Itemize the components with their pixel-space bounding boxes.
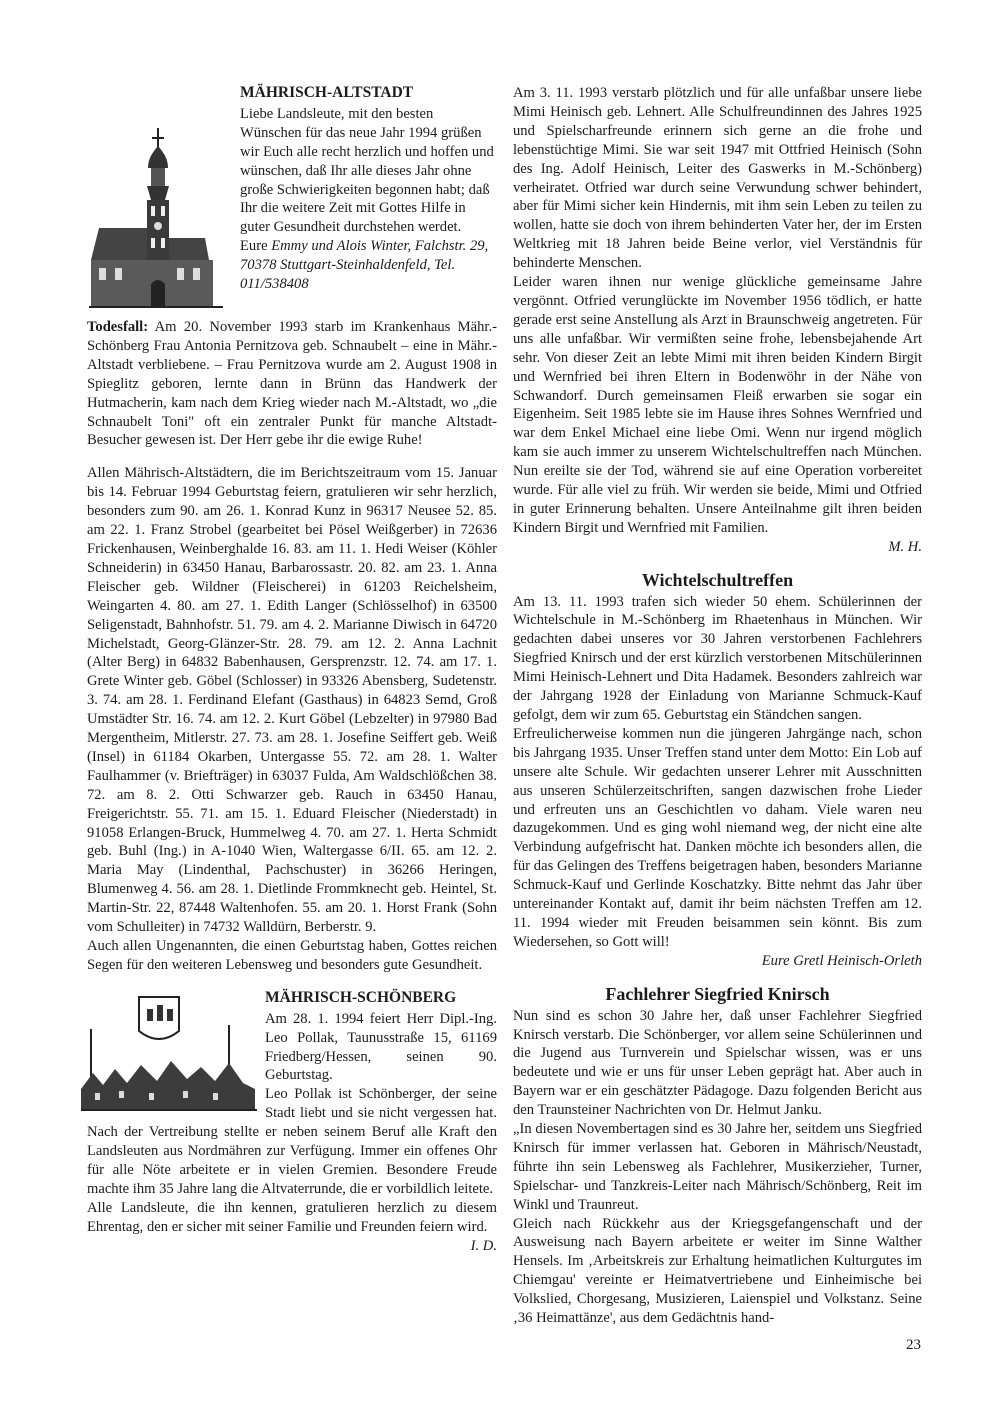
altstadt-intro: Liebe Landsleute, mit den besten Wünschen für das neue Jahr 1994 grüßen wir Euch alle recht herzlich und hoffen und wünschen, daß Ihr alle dieses Jahr ohne große Schwierigkeiten begonnen habt; daß Ihr die weitere Zeit mit Gottes Hilfe in guter Gesundheit durchstehen werdet. <box>240 105 494 236</box>
altstadt-closing: Auch allen Ungenannten, die einen Geburtstag haben, Gottes reichen Segen für den weiteren Lebensweg und besonders gute Gesundheit. <box>87 938 497 973</box>
knirsch-heading: Fachlehrer Siegfried Knirsch <box>605 983 830 1004</box>
church-illustration <box>87 84 232 312</box>
schoenberg-heading: MÄHRISCH-SCHÖNBERG <box>265 988 457 1006</box>
altstadt-birthdays: Allen Mährisch-Altstädtern, die im Berichtszeitraum vom 15. Januar bis 14. Februar 1994 Geburtstag feiern, gratulieren wir sehr herzlich, besonders zum 90. am 26. 1. Konrad Kunz in 96317 Neusee 52. 85. am 22. 1. Franz Strobel (gearbeitet bei Pösel Weißgerber) in 72636 Frickenhausen, Weinberghalde 16. 83. am 11. 1. Hedi Weiser (Köhler Schneiderin) in 63450 Hanau, Barbarossastr. 20. 82. am 23. 1. Anna Fleischer geb. Wildner (Fleischerei) in 61203 Reichelsheim, Weingarten 4. 80. am 27. 1. Edith Langer (Schlösselhof) in 63500 Seligenstadt, Bahnhofstr. 51. 79. am 4. 2. Marianne Diwisch in 64720 Michelstadt, Georg-Glänzer-Str. 28. 79. am 12. 2. Anna Lachnit (Alter Berg) in 64832 Babenhausen, Gersprenzstr. 12. 74. am 17. 1. Grete Winter geb. Göbel (Schlosser) in 93326 Abensberg, Sudetenstr. 3. 74. am 28. 1. Ferdinand Elefant (Gasthaus) in 64823 Semd, Groß Umstädter Str. 16. 74. am 12. 2. Kurt Göbel (Lebzelter) in 97980 Bad Mergentheim, Mitlerstr. 27. 73. am 28. 1. Josefine Seiffert geb. Weiß (Insel) in 61184 Okarben, Untergasse 55. 72. am 28. 1. Walter Faulhammer (v. Briefträger) in 63037 Fulda, Am Waldschlößchen 38. 72. am 8. 2. Otti Schwarzer geb. Rauch in 63450 Hanau, Freigerichtstr. 55. 71. am 15. 1. Eduard Fleischer (Niederstadt) in 91058 Erlangen-Bruck, Hummelweg 4. 70. am 27. 1. Herta Schmidt geb. Buhl (Ing.) in A-1040 Wien, Waltergasse 6/II. 65. am 12. 2. Maria May (Lindenthal, Pachschuster) in 36266 Heringen, Blumenweg 4. 56. am 28. 1. Dietlinde Frommknecht geb. Heintel, St. Martin-Str. 22, 87448 Waltenhofen. 55. am 20. 1. Horst Frank (Sohn vom Schulleiter) in 74732 Walldürn, Berberstr. 9. <box>87 465 497 936</box>
heinisch-obituary <box>513 84 922 557</box>
heinisch-text-2: Leider waren ihnen nur wenige glückliche gemeinsame Jahre vergönnt. Otfried verunglückte im November 1956 tödlich, er hatte gerade erst seine Anstellung als Arzt in Braunschweig angetreten. Für uns alle unfaßbar. Wir vermißten seine frohe, lebensbejahende Art sehr. Von dieser Zeit an lebte Mimi mit ihren beiden Kindern Birgit und Wernfried bei ihren Eltern in Bodenwöhr in der Nähe von Schwandorf. Durch gemeinsamen Fleiß erwarben sie sogar ein Eigenheim. Seit 1985 lebte sie im Hause ihres Sohnes Wernfried und war dem Enkel Michael eine liebe Omi. Wenn nur irgend möglich kam sie auch immer zu unserem Wichtelschultreffen nach München. Nun ereilte sie der Tod, während sie auf eine Operation vorbereitet wurde. Für alle viel zu früh. Wir werden sie beide, Mimi und Otfried in guter Erinnerung behalten. Unsere Anteilnahme gilt ihren beiden Kindern Birgit und Wernfried mit Familien. <box>513 274 922 536</box>
wichtel-signature: Eure Gretl Heinisch-Orleth <box>761 952 922 969</box>
town-coat-of-arms-illustration <box>79 989 261 1115</box>
knirsch-text-1: Nun sind es schon 30 Jahre her, daß unser Fachlehrer Siegfried Knirsch verstarb. Die Schönberger, vor allem seine Schülerinnen und die Jugend aus Turnverein und Spielschar wissen, was er uns bedeutete und wie er uns für unser Leben geprägt hat. Aber auch in Bayern war er ein geschätzter Pädagoge. Dazu folgenden Bericht aus den Traunsteiner Nachrichten von Dr. Helmut Janku. <box>513 1007 922 1119</box>
altstadt-heading: MÄHRISCH-ALTSTADT <box>240 84 414 101</box>
wichtel-text-2: Erfreulicherweise kommen nun die jüngeren Jahrgänge nach, schon bis Jahrgang 1935. Unser Treffen stand unter dem Motto: Ein Lob auf unsere alte Schule. Wir gedachten unserer Lehrer mit Ausschnitten aus unseren Schülerzeitschriften, sangen dazwischen frohe Lieder und erfreuten uns an Geschichtlen vo daham. Viele waren neu dazugekommen. Und es ging wohl niemand weg, der nicht eine alte Verbindung aufgefrischt hat. Danken möchte ich besonders allen, die für das Gelingen des Treffens beigetragen haben, besonders Marianne Schmuck-Kauf und Gerlinde Koschatzky. Bitte nehmt das Jahr über untereinander Kontakt auf, damit ihr beim nächsten Treffen am 12. 11. 1994 wieder mit Freuden beisammen sein könnt. Bis zum Wiedersehen, so Gott will! <box>513 725 922 950</box>
knirsch-section <box>513 985 922 1328</box>
left-column <box>87 84 497 1256</box>
church-drawing-icon <box>87 84 229 312</box>
schoenberg-section <box>87 989 497 1256</box>
wichtel-heading: Wichtelschultreffen <box>641 569 794 590</box>
heinisch-text-1: Am 3. 11. 1993 verstarb plötzlich und für alle unfaßbar unsere liebe Mimi Heinisch geb. Lehnert. Alle Schulfreundinnen des Jahres 1925 und Spielscharfreunde erinnern sich gerne an die frohe und lebenstüchtige Mimi. Sie war seit 1947 mit Ottfried Heinisch (Sohn des Ing. Adolf Heinisch, Leiter des Gaswerks in M.-Schönberg) verheiratet. Otfried war durch seine Verwundung schwer behindert, aber für Mimi sicher kein Hindernis, mit ihm sein Leben zu teilen zu wollen, hatte sie doch von ihrem behinderten Vater her, der im Ersten Weltkrieg mit 18 Jahren beide Beine verlor, viel Verständnis für behinderte Menschen. <box>513 85 922 272</box>
schoenberg-text-2: Leo Pollak ist Schönberger, der seine Stadt liebt und sie nicht vergessen hat. Nach der Vertreibung stellte er neben seinem Beruf alle Kraft den Landsleuten aus Nordmähren zur Verfügung. Immer ein offenes Ohr für alle Nöte arbeitete er in vielen Gremien. Besondere Freude machte ihm 35 Jahre lang die Altvaterrunde, die er vorbildlich leitete. <box>87 1086 497 1197</box>
heinisch-signature: M. H. <box>888 538 922 555</box>
right-column <box>513 84 922 1328</box>
altstadt-signoff-prefix: Eure <box>240 238 272 255</box>
altstadt-signoff-address: Emmy und Alois Winter, Falchstr. 29, 70378 Stuttgart-Steinhaldenfeld, Tel. 011/538408 <box>240 238 489 293</box>
knirsch-text-2: „In diesen Novembertagen sind es 30 Jahre her, seitdem uns Siegfried Knirsch für immer verlassen hat. Geboren in Mährisch/Neustadt, führte ihn sein Lebensweg als Fachlehrer, Musikerzieher, Turner, Spielschar- und Tanzkreis-Leiter nach Mährisch/Schönberg, Reit im Winkl und Traunreut. <box>513 1121 922 1213</box>
death-text: Am 20. November 1993 starb im Krankenhaus Mähr.-Schönberg Frau Antonia Pernitzova geb. Schnaubelt – eine in Mähr.-Altstadt verbliebene. – Frau Pernitzova wurde am 2. August 1908 in Spieglitz geboren, lernte dann in Brünn das Handwerk der Hutmacherin, kam nach dem Krieg wieder nach M.-Altstadt, wo „die Schnaubelt Toni" oft ein zentraler Punkt für manche Altstadt-Besucher gewesen ist. Der Herr gebe ihr die ewige Ruhe! <box>87 319 497 449</box>
knirsch-text-3: Gleich nach Rückkehr aus der Kriegsgefangenschaft und der Ausweisung nach Bayern arbeitete er weiter im Sinne Walther Hensels. Im ‚Arbeitskreis zur Erhaltung heimatlichen Kulturgutes im Chiemgau' vereinte er Heimatvertriebene und Einheimische bei Volkslied, Chorgesang, Musizieren, Laienspiel und Volkstanz. Seine ‚36 Heimattänze', aus dem Gedächtnis hand- <box>513 1215 922 1327</box>
death-label: Todesfall: <box>87 319 149 335</box>
schoenberg-signature: I. D. <box>470 1237 497 1254</box>
town-skyline-icon <box>79 989 259 1115</box>
altstadt-death-notice <box>87 312 497 450</box>
wichtel-section <box>513 571 922 971</box>
wichtel-text-1: Am 13. 11. 1993 trafen sich wieder 50 ehem. Schülerinnen der Wichtelschule in M.-Schönberg im Rhaetenhaus in München. Wir gedachten dabei unseres vor 30 Jahren verstorbenen Fachlehrers Siegfried Knirsch und der erst kürzlich verstorbenen Mitschülerinnen Mimi Heinisch-Lehnert und Dita Hadamek. Besonders zahlreich war der Jahrgang 1928 der Einladung von Marianne Schmuck-Kauf gefolgt, dem wir zum 65. Geburtstag ein Ständchen sangen. <box>513 593 922 723</box>
altstadt-section <box>87 84 497 975</box>
page-number: 23 <box>906 1337 921 1353</box>
schoenberg-text-3: Alle Landsleute, die ihn kennen, gratulieren herzlich zu diesem Ehrentag, den er sicher mit seiner Familie und Freunden feiern wird. <box>87 1199 497 1235</box>
schoenberg-text-1: Am 28. 1. 1994 feiert Herr Dipl.-Ing. Leo Pollak, Taunusstraße 15, 61169 Friedberg/Hessen, seinen 90. Geburtstag. <box>265 1010 497 1084</box>
